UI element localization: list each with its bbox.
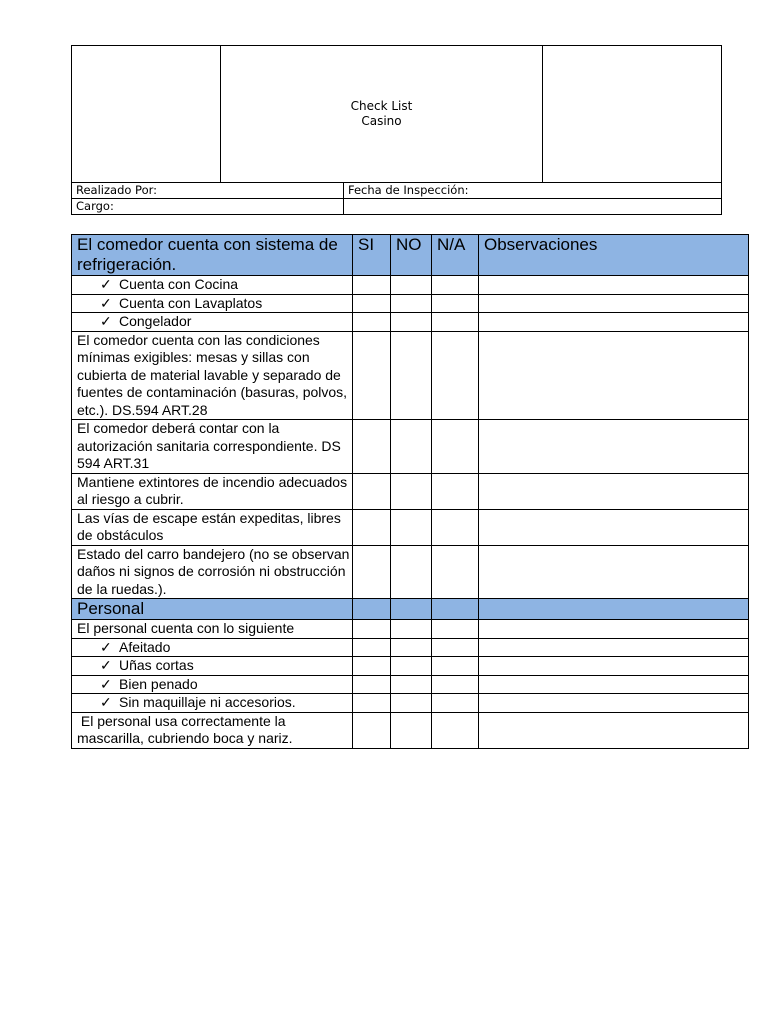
table-row [72, 331, 749, 420]
no-cell[interactable] [391, 694, 432, 713]
item-personal-cuenta: El personal cuenta con lo siguiente [72, 620, 353, 639]
header-na: N/A [432, 235, 479, 276]
section-personal-title: Personal [72, 599, 353, 620]
item-autorizacion-sanitaria: El comedor deberá contar con la autorización sanitaria correspondiente. DS 594 ART.31 [72, 420, 353, 474]
item-bien-penado [72, 675, 353, 694]
observaciones-cell[interactable] [479, 694, 749, 713]
si-cell[interactable] [353, 276, 391, 295]
section-cell [479, 599, 749, 620]
na-cell[interactable] [432, 276, 479, 295]
table-row [72, 313, 749, 332]
item-label: Cuenta con Lavaplatos [119, 294, 263, 311]
na-cell[interactable] [432, 712, 479, 748]
table-row [72, 675, 749, 694]
checkmark-icon: ✓ [100, 694, 112, 710]
na-cell[interactable] [432, 331, 479, 420]
table-row [72, 509, 749, 545]
si-cell[interactable] [353, 509, 391, 545]
no-cell[interactable] [391, 331, 432, 420]
table-row [72, 276, 749, 295]
no-cell[interactable] [391, 294, 432, 313]
no-cell[interactable] [391, 420, 432, 474]
header-si: SI [353, 235, 391, 276]
na-cell[interactable] [432, 473, 479, 509]
header-observaciones: Observaciones [479, 235, 749, 276]
item-label: Sin maquillaje ni accesorios. [119, 694, 296, 710]
no-cell[interactable] [391, 620, 432, 639]
na-cell[interactable] [432, 420, 479, 474]
item-lavaplatos [72, 294, 353, 313]
checklist-table [71, 234, 749, 749]
no-cell[interactable] [391, 509, 432, 545]
logo-right-cell [543, 46, 722, 183]
checkmark-icon: ✓ [100, 276, 112, 292]
checkmark-icon: ✓ [100, 675, 112, 692]
checkmark-icon: ✓ [100, 294, 112, 311]
item-label: Afeitado [119, 638, 171, 655]
item-extintores: Mantiene extintores de incendio adecuados al riesgo a cubrir. [72, 473, 353, 509]
no-cell[interactable] [391, 313, 432, 332]
cargo-field[interactable]: Cargo: [72, 199, 344, 215]
table-row [72, 545, 749, 599]
no-cell[interactable] [391, 712, 432, 748]
checkmark-icon: ✓ [100, 657, 112, 673]
si-cell[interactable] [353, 313, 391, 332]
na-cell[interactable] [432, 620, 479, 639]
table-row [72, 420, 749, 474]
document-title [221, 46, 543, 183]
document-header [71, 45, 722, 215]
no-cell[interactable] [391, 276, 432, 295]
si-cell[interactable] [353, 294, 391, 313]
title-line-2: Casino [361, 114, 402, 128]
observaciones-cell[interactable] [479, 675, 749, 694]
item-carro-bandejero: Estado del carro bandejero (no se observan daños ni signos de corrosión ni obstrucción de la ruedas.). [72, 545, 353, 599]
item-condiciones-minimas: El comedor cuenta con las condiciones mínimas exigibles: mesas y sillas con cubierta de material lavable y separado de fuentes de contaminación (basuras, polvos, etc.). DS.594 ART.28 [72, 331, 353, 420]
si-cell[interactable] [353, 620, 391, 639]
table-row [72, 638, 749, 657]
no-cell[interactable] [391, 638, 432, 657]
si-cell[interactable] [353, 545, 391, 599]
item-label: Cuenta con Cocina [119, 276, 239, 292]
checkmark-icon: ✓ [100, 313, 112, 329]
na-cell[interactable] [432, 509, 479, 545]
observaciones-cell[interactable] [479, 420, 749, 474]
table-row [72, 657, 749, 676]
no-cell[interactable] [391, 675, 432, 694]
item-vias-escape: Las vías de escape están expeditas, libres de obstáculos [72, 509, 353, 545]
na-cell[interactable] [432, 638, 479, 657]
si-cell[interactable] [353, 657, 391, 676]
si-cell[interactable] [353, 694, 391, 713]
si-cell[interactable] [353, 473, 391, 509]
item-sin-maquillaje [72, 694, 353, 713]
item-afeitado [72, 638, 353, 657]
si-cell[interactable] [353, 638, 391, 657]
observaciones-cell[interactable] [479, 509, 749, 545]
item-label: Congelador [119, 313, 192, 329]
realizado-por-field[interactable]: Realizado Por: [72, 183, 344, 199]
section-cell [432, 599, 479, 620]
table-header-row [72, 235, 749, 276]
table-row [72, 473, 749, 509]
item-label: Bien penado [119, 675, 198, 692]
cargo-value-field[interactable] [344, 199, 722, 215]
logo-left-cell [72, 46, 221, 183]
table-row [72, 620, 749, 639]
na-cell[interactable] [432, 694, 479, 713]
table-row [72, 712, 749, 748]
no-cell[interactable] [391, 657, 432, 676]
observaciones-cell[interactable] [479, 276, 749, 295]
observaciones-cell[interactable] [479, 473, 749, 509]
observaciones-cell[interactable] [479, 331, 749, 420]
table-row [72, 694, 749, 713]
table-row [72, 294, 749, 313]
item-unas-cortas [72, 657, 353, 676]
observaciones-cell[interactable] [479, 294, 749, 313]
no-cell[interactable] [391, 545, 432, 599]
na-cell[interactable] [432, 313, 479, 332]
na-cell[interactable] [432, 675, 479, 694]
observaciones-cell[interactable] [479, 545, 749, 599]
section-personal-row [72, 599, 749, 620]
na-cell[interactable] [432, 657, 479, 676]
si-cell[interactable] [353, 675, 391, 694]
item-label: Uñas cortas [119, 657, 194, 673]
checkmark-icon: ✓ [100, 638, 112, 655]
no-cell[interactable] [391, 473, 432, 509]
fecha-inspeccion-field[interactable]: Fecha de Inspección: [344, 183, 722, 199]
header-question: El comedor cuenta con sistema de refrigeración. [72, 235, 353, 276]
observaciones-cell[interactable] [479, 638, 749, 657]
observaciones-cell[interactable] [479, 313, 749, 332]
si-cell[interactable] [353, 420, 391, 474]
observaciones-cell[interactable] [479, 620, 749, 639]
na-cell[interactable] [432, 545, 479, 599]
item-congelador [72, 313, 353, 332]
header-no: NO [391, 235, 432, 276]
observaciones-cell[interactable] [479, 657, 749, 676]
item-cocina [72, 276, 353, 295]
section-cell [353, 599, 391, 620]
title-line-1: Check List [350, 99, 413, 113]
si-cell[interactable] [353, 712, 391, 748]
item-mascarilla: El personal usa correctamente la mascarilla, cubriendo boca y nariz. [72, 712, 353, 748]
si-cell[interactable] [353, 331, 391, 420]
observaciones-cell[interactable] [479, 712, 749, 748]
na-cell[interactable] [432, 294, 479, 313]
section-cell [391, 599, 432, 620]
